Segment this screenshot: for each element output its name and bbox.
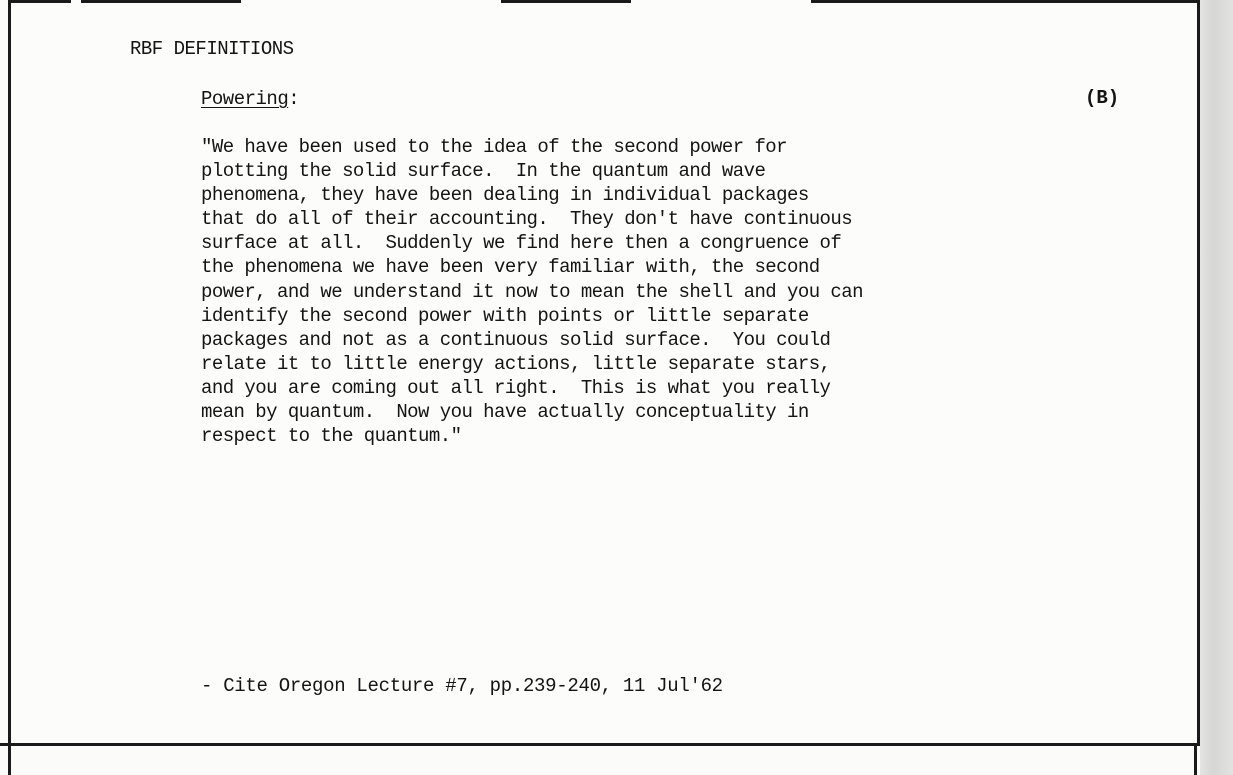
quote-line: and you are coming out all right. This is what you really	[201, 376, 831, 399]
quote-block	[201, 135, 1101, 448]
term-word: Powering	[201, 88, 289, 110]
quote-line: phenomena, they have been dealing in individual packages	[201, 184, 809, 207]
page-margin-strip	[1200, 0, 1233, 775]
quote-line: mean by quantum. Now you have actually conceptuality in	[201, 401, 809, 424]
quote-line: plotting the solid surface. In the quantum and wave	[201, 160, 766, 183]
quote-line: surface at all. Suddenly we find here then a congruence of	[201, 232, 842, 255]
quote-line: the phenomena we have been very familiar with, the second	[201, 256, 820, 279]
quote-line: power, and we understand it now to mean the shell and you can	[201, 280, 863, 303]
card-divider	[0, 743, 1200, 746]
card-top-edge	[11, 0, 1197, 3]
quote-line: identify the second power with points or little separate	[201, 304, 809, 327]
quote-line: relate it to little energy actions, little separate stars,	[201, 352, 831, 375]
quote-line: packages and not as a continuous solid surface. You could	[201, 328, 831, 351]
document-header: RBF DEFINITIONS	[130, 38, 294, 60]
next-card-right-edge	[1194, 746, 1197, 775]
quote-line: that do all of their accounting. They don't have continuous	[201, 208, 853, 231]
term-colon: :	[288, 88, 300, 110]
citation: - Cite Oregon Lecture #7, pp.239-240, 11 Jul'62	[201, 675, 723, 697]
term-heading	[201, 88, 299, 110]
next-card-left-edge	[8, 746, 11, 775]
quote-line: respect to the quantum."	[201, 425, 462, 448]
quote-line: "We have been used to the idea of the second power for	[201, 136, 788, 158]
section-label: (B)	[1085, 87, 1120, 109]
